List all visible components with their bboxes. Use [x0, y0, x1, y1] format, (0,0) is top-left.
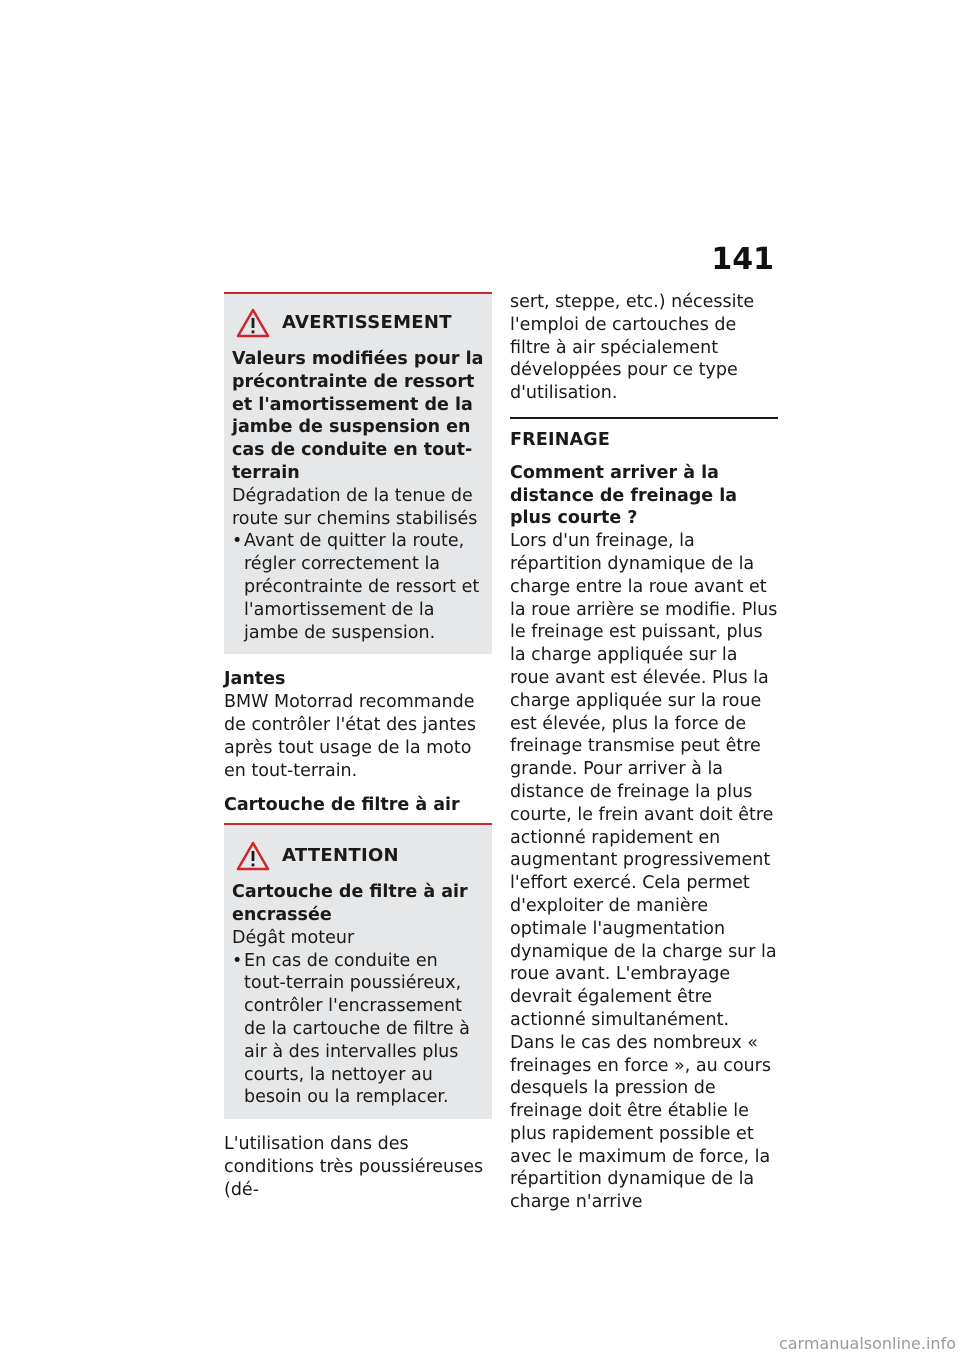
filter-text: L'utilisation dans des conditions très poussiéreuses (dé-: [224, 1134, 484, 1200]
section-body: Lors d'un freinage, la répartition dynamique de la charge entre la roue avant et la roue arrière se modifie. Plus le freinage est puissant, plus la charge appliquée sur la roue avant est élevée. Plus la charge appliquée sur la roue est élevée, plus la force de freinage transmise peut être grande. Pour arriver à la distance de freinage la plus courte, le frein avant doit être actionné rapidement en augmentant progressivement l'effort exercé. Cela permet d'exploiter de manière optimale l'augmentation dynamique de la charge sur la roue avant. L'embrayage devrait également être actionné simultanément. Dans le cas des nombreux « freinages en force », au cours desquels la pression de freinage doit être établie le plus rapidement possible et avec le maximum de force, la répartition dynamique de la charge n'arrive: [510, 531, 778, 1213]
warning-consequence: Dégradation de la tenue de route sur chemins stabilisés: [232, 485, 478, 529]
warning-box-avertissement: [224, 292, 492, 654]
left-column: [224, 292, 492, 1202]
warning-box-attention: [224, 825, 492, 1119]
warning-title: AVERTISSEMENT: [282, 311, 452, 333]
warning-heading: Valeurs modifiées pour la précontrainte de ressort et l'amortissement de la jambe de suspension en cas de conduite en tout-terrain: [232, 349, 484, 483]
warning-header: [232, 841, 484, 871]
watermark: carmanualsonline.info: [778, 1334, 956, 1353]
right-column: [510, 291, 778, 1214]
warning-header: [232, 308, 484, 338]
filter-text-continued: sert, steppe, etc.) nécessite l'emploi de cartouches de filtre à air spécialement développées pour ce type d'utilisation.: [510, 292, 755, 404]
warning-triangle-icon: [236, 841, 270, 871]
page-number: 141: [711, 242, 774, 277]
warning-bullet: • En cas de conduite en tout-terrain poussiéreux, contrôler l'encrassement de la cartouche de filtre à air à des intervalles plus courts, la nettoyer au besoin ou la remplacer.: [232, 950, 470, 1108]
bullet-dot-icon: •: [232, 531, 243, 552]
warning-bullet: • Avant de quitter la route, régler correctement la précontrainte de ressort et l'amortissement de la jambe de suspension.: [232, 531, 480, 643]
warning-title: ATTENTION: [282, 844, 399, 866]
section-question: Comment arriver à la distance de freinage la plus courte ?: [510, 462, 738, 529]
section-divider: [510, 417, 778, 452]
jantes-heading: Jantes: [224, 669, 286, 690]
jantes-text: BMW Motorrad recommande de contrôler l'état des jantes après tout usage de la moto en tout-terrain.: [224, 692, 477, 781]
warning-heading: Cartouche de filtre à air encrassée: [232, 882, 468, 925]
bullet-dot-icon: •: [232, 950, 243, 971]
warning-consequence: Dégât moteur: [232, 927, 355, 948]
section-title: FREINAGE: [510, 429, 611, 450]
warning-triangle-icon: [236, 308, 270, 338]
filter-heading: Cartouche de filtre à air: [224, 794, 492, 825]
